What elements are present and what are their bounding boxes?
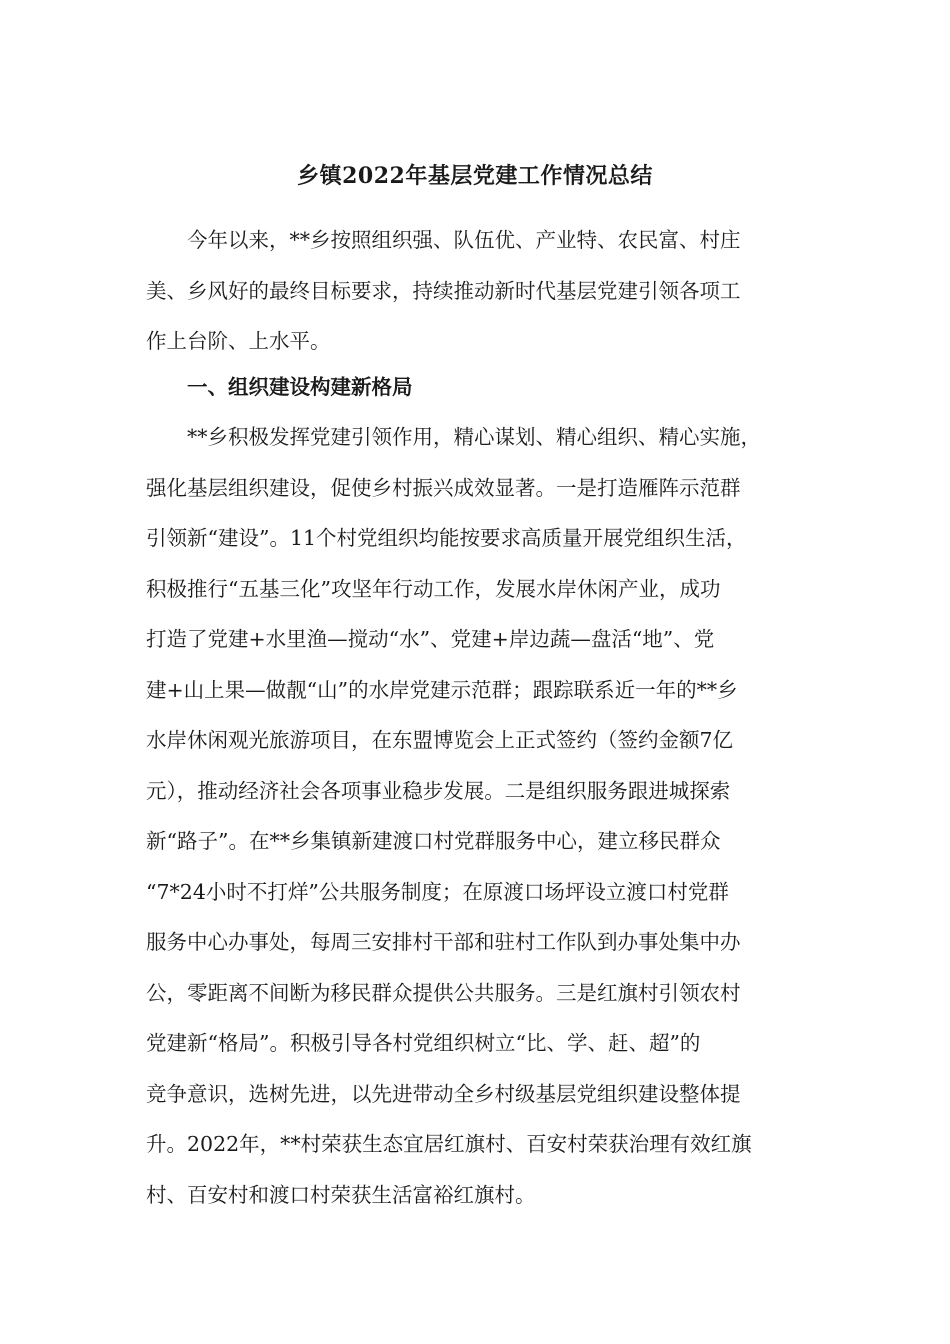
paragraph-line: 党建新“格局”。积极引导各村党组织树立“比、学、赶、超”的 <box>146 1031 701 1055</box>
document-title: 乡镇2022年基层党建工作情况总结 <box>297 163 653 189</box>
paragraph-line: 建+山上果—做靓“山”的水岸党建示范群；跟踪联系近一年的**乡 <box>146 677 738 702</box>
paragraph-line: “7*24小时不打烊”公共服务制度；在原渡口场坪设立渡口村党群 <box>146 879 729 904</box>
paragraph-line: 打造了党建+水里渔—搅动“水”、党建+岸边蔬—盘活“地”、党 <box>146 627 715 651</box>
paragraph-line: 积极推行“五基三化”攻坚年行动工作，发展水岸休闲产业，成功 <box>146 576 721 601</box>
paragraph-line: **乡积极发挥党建引领作用，精心谋划、精心组织、精心实施， <box>187 425 761 449</box>
intro-paragraph <box>146 215 806 367</box>
paragraph-line: 升。2022年，**村荣获生态宜居红旗村、百安村荣获治理有效红旗 <box>146 1132 752 1156</box>
paragraph-line: 强化基层组织建设，促使乡村振兴成效显著。一是打造雁阵示范群 <box>146 475 741 500</box>
paragraph-line: 引领新“建设”。11个村党组织均能按要求高质量开展党组织生活， <box>146 526 747 550</box>
paragraph-line: 服务中心办事处，每周三安排村干部和驻村工作队到办事处集中办 <box>146 930 741 954</box>
section-heading: 一、组织建设构建新格局 <box>187 375 413 399</box>
section1-paragraph <box>146 412 806 1220</box>
paragraph-line: 水岸休闲观光旅游项目，在东盟博览会上正式签约（签约金额7亿 <box>146 728 734 752</box>
paragraph-line: 村、百安村和渡口村荣获生活富裕红旗村。 <box>146 1182 536 1207</box>
intro-line: 美、乡风好的最终目标要求，持续推动新时代基层党建引领各项工 <box>146 278 741 303</box>
intro-line: 今年以来，**乡按照组织强、队伍优、产业特、农民富、村庄 <box>187 228 741 252</box>
paragraph-line: 新“路子”。在**乡集镇新建渡口村党群服务中心，建立移民群众 <box>146 829 721 853</box>
paragraph-line: 元），推动经济社会各项事业稳步发展。二是组织服务跟进城探索 <box>146 778 731 803</box>
paragraph-line: 公，零距离不间断为移民群众提供公共服务。三是红旗村引领农村 <box>146 980 741 1005</box>
paragraph-line: 竞争意识，选树先进，以先进带动全乡村级基层党组织建设整体提 <box>146 1081 741 1106</box>
intro-line: 作上台阶、上水平。 <box>146 329 331 353</box>
